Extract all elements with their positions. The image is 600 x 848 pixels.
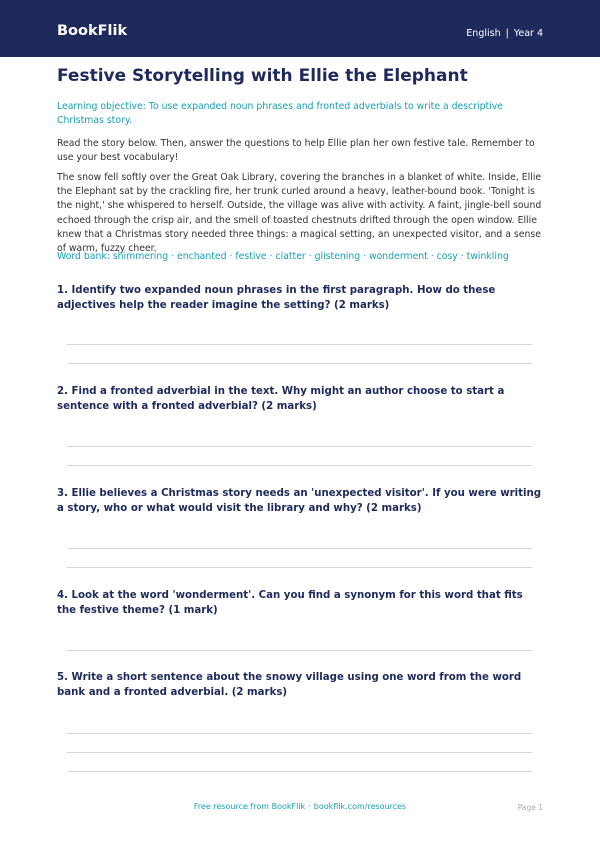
footer-link[interactable]: bookflik.com/resources <box>313 802 407 811</box>
answer-line[interactable] <box>67 752 532 753</box>
answer-line[interactable] <box>67 363 532 364</box>
answer-line[interactable] <box>67 446 532 447</box>
answer-line[interactable] <box>67 344 532 345</box>
question-3: 3. Ellie believes a Christmas story needs an 'unexpected visitor'. If you were writing a story, who or what would visit the library and why? (2 marks) <box>57 488 542 514</box>
answer-line[interactable] <box>67 567 532 568</box>
footer-credit <box>0 802 600 811</box>
page-number: Page 1 <box>517 803 543 812</box>
footer-separator: · <box>308 802 311 811</box>
word-bank: Word bank: shimmering · enchanted · festive · clatter · glistening · wonderment · cosy · twinkling <box>57 251 509 262</box>
brand-logo-text: BookFlik <box>57 23 128 39</box>
instructions: Read the story below. Then, answer the questions to help Ellie plan her own festive tale. Remember to use your best vocabulary! <box>57 138 535 163</box>
question-5: 5. Write a short sentence about the snowy village using one word from the word bank and a fronted adverbial. (2 marks) <box>57 672 522 698</box>
meta-separator: | <box>505 28 509 39</box>
page-title: Festive Storytelling with Ellie the Elephant <box>57 66 468 86</box>
question-4: 4. Look at the word 'wonderment'. Can you find a synonym for this word that fits the festive theme? (1 mark) <box>57 590 523 616</box>
story-paragraph: The snow fell softly over the Great Oak Library, covering the branches in a blanket of white. Inside, Ellie the Elephant sat by the crackling fire, her trunk curled around a heavy, leather-bound book. 'Tonight is the night,' she whispered to herself. Outside, the village was alive with activity. A faint, jingle-bell sound echoed through the crisp air, and the smell of toasted chestnuts drifted through the open window. Ellie knew that a Christmas story needed three things: a magical setting, an unexpected visitor, and a sense of warm, fuzzy cheer. <box>57 172 542 255</box>
level-label: Year 4 <box>513 28 543 39</box>
footer-source: Free resource from BookFlik <box>193 802 306 811</box>
question-2: 2. Find a fronted adverbial in the text. Why might an author choose to start a sentence with a fronted adverbial? (2 marks) <box>57 386 505 412</box>
answer-line[interactable] <box>67 465 532 466</box>
subject-level <box>466 28 543 39</box>
answer-line[interactable] <box>67 771 532 772</box>
answer-line[interactable] <box>67 548 532 549</box>
subject-label: English <box>466 28 501 39</box>
answer-line[interactable] <box>67 733 532 734</box>
header-bar <box>0 0 600 57</box>
learning-objective: Learning objective: To use expanded noun phrases and fronted adverbials to write a descriptive Christmas story. <box>57 101 503 126</box>
question-1: 1. Identify two expanded noun phrases in the first paragraph. How do these adjectives help the reader imagine the setting? (2 marks) <box>57 285 496 311</box>
answer-line[interactable] <box>67 650 532 651</box>
